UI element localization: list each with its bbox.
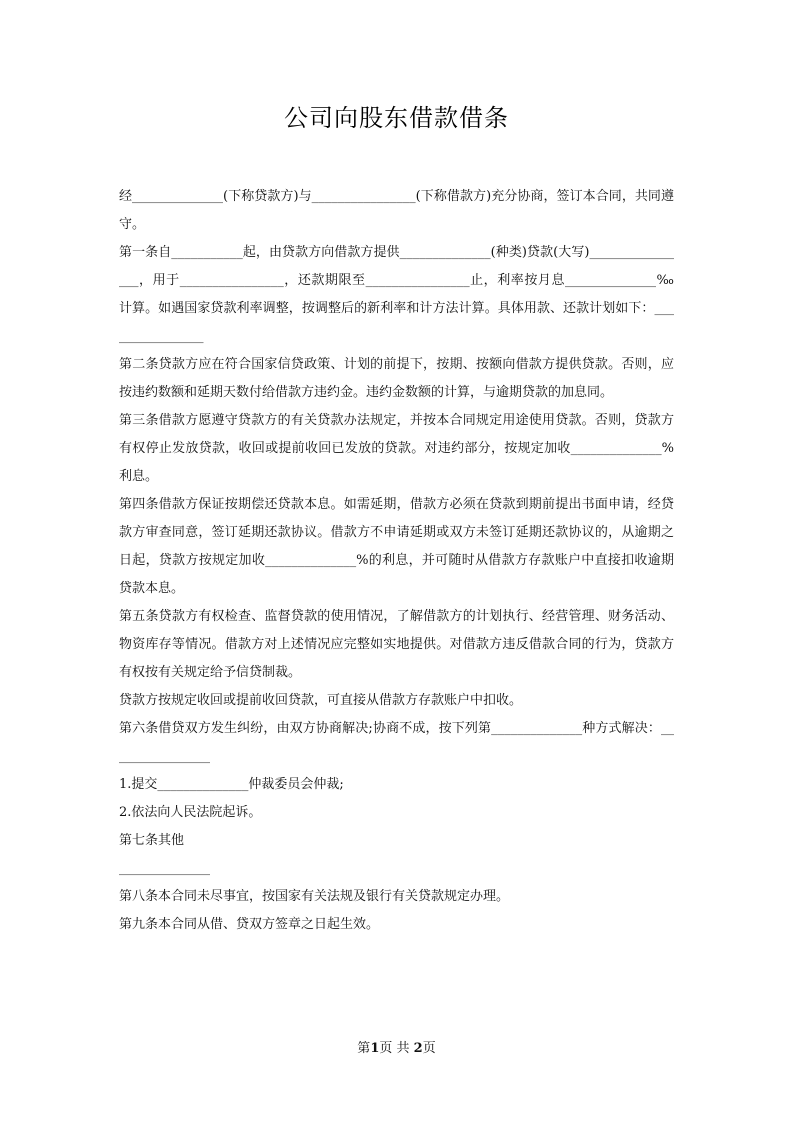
paragraph-article-7-blank: ______________ [119,861,210,876]
paragraph-article-5-continued: 贷款方按规定收回或提前收回贷款，可直接从借款方存款账户中扣收。 [119,693,523,708]
footer-suffix: 页 [422,1041,436,1056]
paragraph-article-1: 第一条自___________起，由贷款方向借款方提供______________(种类)贷款(大写)________________，用于________________，还款期限至________________止，利率按月息______________‰计算。如遇国家贷款利率调整，按调整后的新利率和计方法计算。具体用款、还款计划如下：________________ [119,245,674,344]
document-body [119,183,674,939]
paragraph-article-7: 第七条其他 [119,833,185,848]
paragraph-intro: 经______________(下称贷款方)与________________(下称借款方)充分协商，签订本合同，共同遵守。 [119,189,674,232]
footer-middle: 页 共 [379,1041,410,1056]
paragraph-article-8: 第八条本合同未尽事宜，按国家有关法规及银行有关贷款规定办理。 [119,889,510,904]
paragraph-article-4: 第四条借款方保证按期偿还贷款本息。如需延期，借款方必须在贷款到期前提出书面申请，经贷款方审查同意，签订延期还款协议。借款方不申请延期或双方未签订延期还款协议的，从逾期之日起，贷款方按规定加收______________%的利息，并可随时从借款方存款账户中直接扣收逾期贷款本息。 [119,497,674,596]
paragraph-article-5: 第五条贷款方有权检查、监督贷款的使用情况，了解借款方的计划执行、经营管理、财务活动、物资库存等情况。借款方对上述情况应完整如实地提供。对借款方违反借款合同的行为，贷款方有权按有关规定给予信贷制裁。 [119,609,674,680]
paragraph-article-3: 第三条借款方愿遵守贷款方的有关贷款办法规定，并按本合同规定用途使用贷款。否则，贷款方有权停止发放贷款，收回或提前收回已发放的贷款。对违约部分，按规定加收______________%利息。 [119,413,674,484]
paragraph-article-9: 第九条本合同从借、贷双方签章之日起生效。 [119,917,380,932]
footer-prefix: 第 [357,1041,371,1056]
paragraph-article-6: 第六条借贷双方发生纠纷，由双方协商解决;协商不成，按下列第______________种方式解决：________________ [119,721,674,764]
total-pages-number: 2 [413,1041,423,1056]
paragraph-option-1: 1.提交______________仲裁委员会仲裁; [119,777,344,792]
current-page-number: 1 [370,1041,380,1056]
paragraph-article-2: 第二条贷款方应在符合国家信贷政策、计划的前提下，按期、按额向借款方提供贷款。否则，应按违约数额和延期天数付给借款方违约金。违约金数额的计算，与逾期贷款的加息同。 [119,357,674,400]
document-title: 公司向股东借款借条 [284,104,509,132]
paragraph-option-2: 2.依法向人民法院起诉。 [119,805,262,820]
page-footer [0,1039,793,1059]
